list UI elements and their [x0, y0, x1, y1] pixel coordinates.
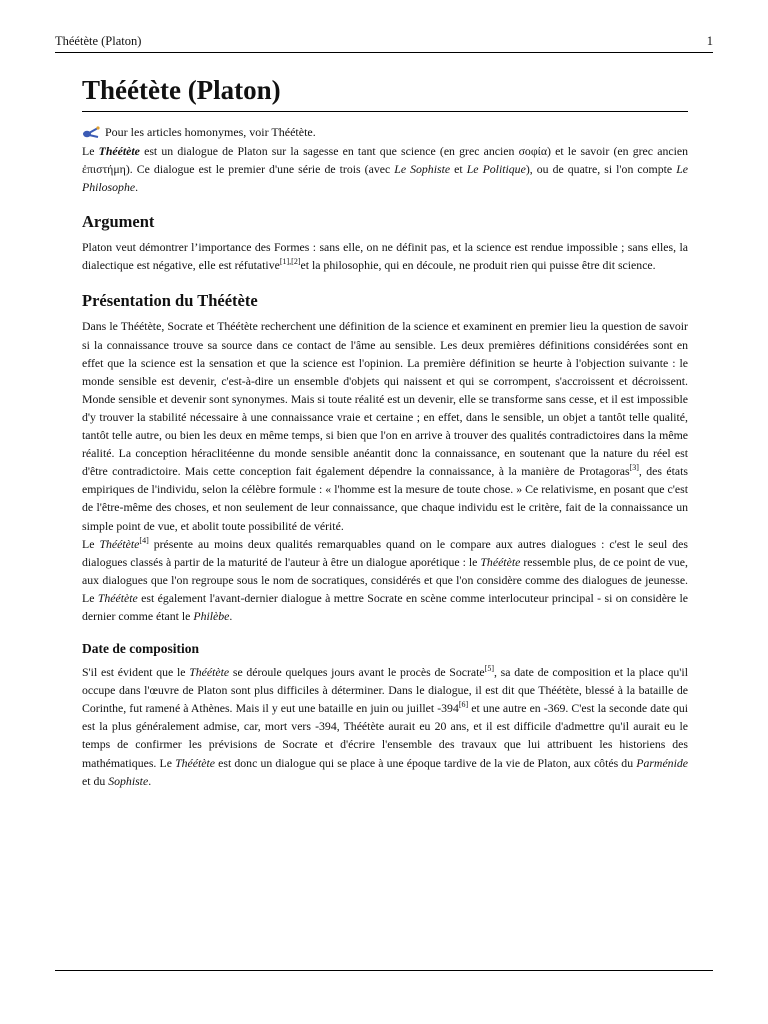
header-rule	[55, 52, 713, 53]
date-paragraph: S'il est évident que le Théétète se déroule quelques jours avant le procès de Socrate[5], sa date de composition et la place qu'il occupe dans l'œuvre de Platon sont plus difficiles à déterminer. Dans le dialogue, il est dit que Théétète, blessé à la bataille de Corinthe, fut ramené à Athènes. Mais il y eut une bataille en juin ou juillet -394[6] et une autre en -369. C'est la seconde date qui est la plus généralement admise, car, mort vers -394, Théétète aurait eu 20 ans, et il est difficile d'admettre qu'il aurait eu le temps de confirmer les prévisions de Socrate et d'écrire l'ensemble des travaux que lui attribuent les historiens des mathématiques. Le Théétète est donc un dialogue qui se place à une époque tardive de la vie de Platon, aux côtés du Parménide et du Sophiste.	[82, 664, 688, 788]
presentation-paragraph-2: Le Théétète[4] présente au moins deux qualités remarquables quand on le compare aux autres dialogues : c'est le seul des dialogues classés à partir de la maturité de l'auteur à être un dialogue aporétique : le Théétète ressemble plus, de ce point de vue, aux dialogues que l'on regroupe sous le nom de socratiques, considérés et que l'on considère comme des dialogues de jeunesse. Le Théétète est également l'avant-dernier dialogue à mettre Socrate en scène comme interlocuteur principal - si on considère le dernier comme étant le Philèbe.	[82, 535, 688, 623]
ref-5[interactable]: [5]	[484, 664, 494, 674]
ref-1[interactable]: [1],[2]	[279, 257, 301, 267]
disambiguation-icon	[82, 125, 100, 139]
intro-paragraph: Le Théétète est un dialogue de Platon sur la sagesse en tant que science (en grec ancien σοφία) et le savoir (en grec ancien ἐπιστήμη). Ce dialogue est le premier d'une série de trois (avec Le Sophiste et Le Politique), ou de quatre, si l'on compte Le Philosophe.	[82, 144, 688, 195]
hatnote-text[interactable]: Pour les articles homonymes, voir Théétète.	[105, 125, 316, 139]
running-header	[55, 34, 713, 50]
section-heading-argument: Argument	[82, 212, 155, 232]
ref-3[interactable]: [3]	[629, 463, 639, 473]
ref-4[interactable]: [4]	[139, 535, 149, 545]
section-heading-date: Date de composition	[82, 641, 199, 657]
hatnote	[82, 123, 688, 141]
presentation-paragraph-1: Dans le Théétète, Socrate et Théétète recherchent une définition de la science et examinent en premier lieu la question de savoir si la connaissance trouve sa source dans ce contact de l'âme au sensible. Les deux premières définitions considérées sont en effet que la science est la sensation et que la science est l'opinion. La première définition se heurte à l'objection suivante : le monde sensible est devenir, c'est-à-dire un ensemble d'objets qui naissent et qui se corrompent, s'accroissent et décroissent. Monde sensible et devenir sont synonymes. Mais si toute réalité est un devenir, elle se transforme sans cesse, et il est impossible d'y trouver la stabilité nécessaire à une connaissance vraie et certaine ; en effet, dans le sensible, un objet a tantôt telle qualité, tantôt telle autre, ou bien les deux en même temps, si bien que l'on en arrive à trouver des qualités contradictoires dans la même réalité. La conception héraclitéenne du monde sensible anéantit donc la connaissance, en soutenant que la nature du réel est d'être contradictoire. Mais cette conception fait également dépendre la connaissance, à la manière de Protagoras[3], des états empiriques de l'individu, selon la célèbre formule : « l'homme est la mesure de toute chose. » Ce relativisme, en posant que c'est de l'être-même des choses, et non seulement de leur connaissance, que chaque individu est le critère, fait de la connaissance un simple point de vue, et abolit toute possibilité de vérité.	[82, 319, 688, 533]
article-body	[82, 70, 688, 790]
running-title: Théétète (Platon)	[55, 34, 142, 48]
ref-6[interactable]: [6]	[458, 700, 469, 710]
footer-rule	[55, 970, 713, 971]
page-title: Théétète (Platon)	[82, 70, 688, 112]
section-heading-presentation: Présentation du Théétète	[82, 291, 258, 311]
page-number: 1	[706, 34, 713, 48]
argument-paragraph: Platon veut démontrer l’importance des Formes : sans elle, on ne définit pas, et la science est rendue impossible ; sans elles, la dialectique est négative, elle est réfutative[1],[2]et la philosophie, qui en découle, ne produit rien qui puisse être dit science.	[82, 240, 688, 273]
